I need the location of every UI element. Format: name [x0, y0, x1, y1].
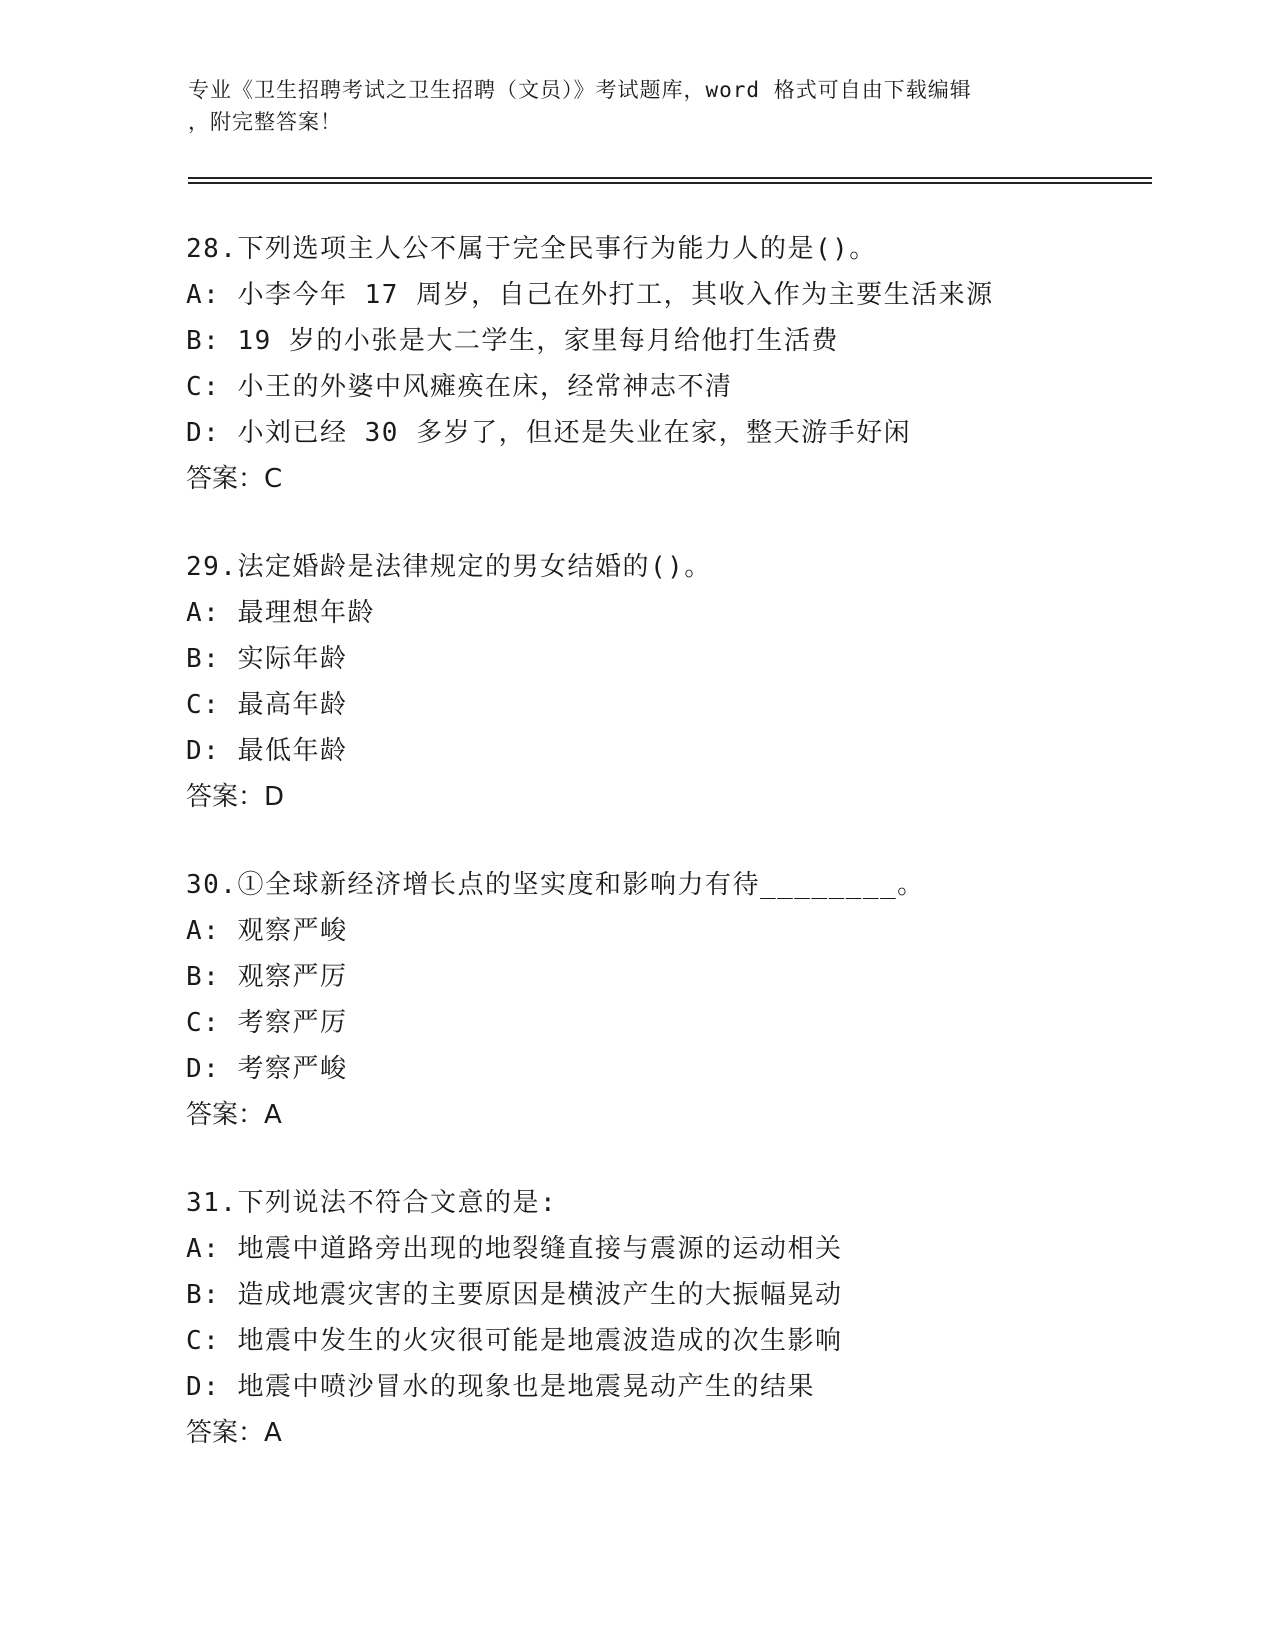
option-c: C: 考察严厉	[186, 1008, 348, 1038]
question-29	[186, 544, 1146, 820]
option-b: B: 造成地震灾害的主要原因是横波产生的大振幅晃动	[186, 1280, 843, 1310]
option-a: A: 小李今年 17 周岁，自己在外打工，其收入作为主要生活来源	[186, 280, 994, 310]
option-d: D: 地震中喷沙冒水的现象也是地震晃动产生的结果	[186, 1372, 815, 1402]
option-b: B: 实际年龄	[186, 644, 348, 674]
question-31	[186, 1180, 1146, 1456]
option-b: B: 19 岁的小张是大二学生，家里每月给他打生活费	[186, 326, 839, 356]
header-divider-top	[188, 177, 1152, 179]
option-c: C: 最高年龄	[186, 690, 348, 720]
answer: 答案：A	[186, 1100, 282, 1130]
answer: 答案：D	[186, 782, 285, 812]
answer: 答案：A	[186, 1418, 282, 1448]
option-d: D: 最低年龄	[186, 736, 348, 766]
answer: 答案：C	[186, 464, 283, 494]
question-stem: 28.下列选项主人公不属于完全民事行为能力人的是()。	[186, 234, 877, 264]
option-c: C: 小王的外婆中风瘫痪在床，经常神志不清	[186, 372, 733, 402]
option-d: D: 小刘已经 30 多岁了，但还是失业在家，整天游手好闲	[186, 418, 912, 448]
option-c: C: 地震中发生的火灾很可能是地震波造成的次生影响	[186, 1326, 843, 1356]
header-line-2: ，附完整答案！	[188, 110, 342, 134]
option-b: B: 观察严厉	[186, 962, 348, 992]
header-divider-bottom	[188, 182, 1152, 184]
question-stem: 29.法定婚龄是法律规定的男女结婚的()。	[186, 552, 712, 582]
question-28	[186, 226, 1146, 502]
question-30	[186, 862, 1146, 1138]
option-d: D: 考察严峻	[186, 1054, 348, 1084]
question-stem: 30.①全球新经济增长点的坚实度和影响力有待________。	[186, 870, 925, 900]
document-header	[188, 74, 1068, 138]
option-a: A: 观察严峻	[186, 916, 348, 946]
option-a: A: 地震中道路旁出现的地裂缝直接与震源的运动相关	[186, 1234, 843, 1264]
option-a: A: 最理想年龄	[186, 598, 375, 628]
header-line-1: 专业《卫生招聘考试之卫生招聘（文员）》考试题库，word 格式可自由下载编辑	[188, 78, 972, 102]
question-stem: 31.下列说法不符合文意的是:	[186, 1188, 558, 1218]
